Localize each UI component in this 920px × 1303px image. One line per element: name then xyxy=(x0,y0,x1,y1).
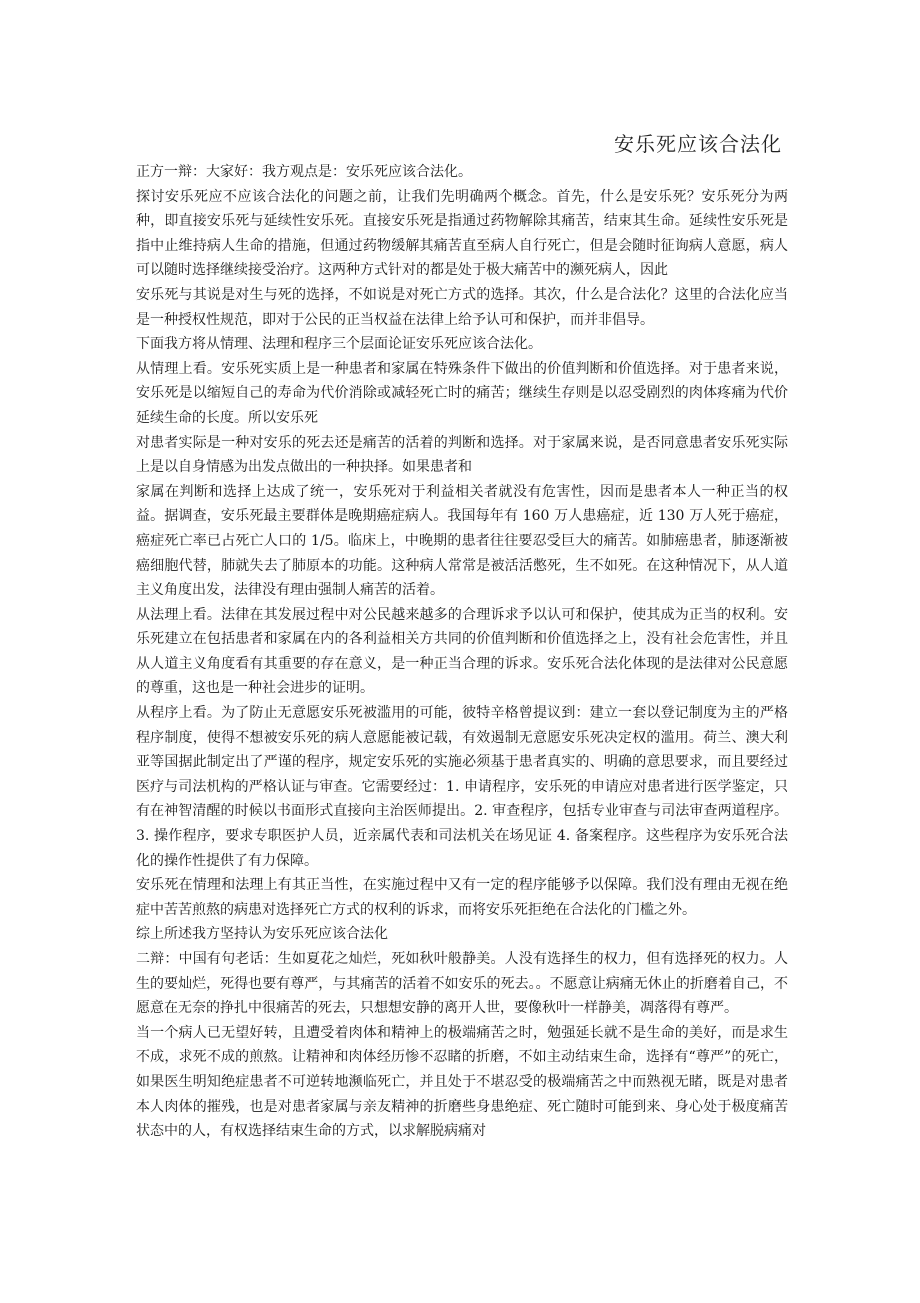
paragraph: 安乐死在情理和法理上有其正当性，在实施过程中又有一定的程序能够予以保障。我们没有理由无视在绝症中苦苦煎熬的病患对选择死亡方式的权利的诉求，而将安乐死拒绝在合法化的门槛之外。 xyxy=(136,877,788,918)
paragraph: 安乐死与其说是对生与死的选择，不如说是对死亡方式的选择。其次，什么是合法化？这里的合法化应当是一种授权性规范，即对于公民的正当权益在法律上给予认可和保护，而并非倡导。 xyxy=(136,286,788,328)
paragraph: 家属在判断和选择上达成了统一，安乐死对于利益相关者就没有危害性，因而是患者本人一种正当的权益。据调查，安乐死最主要群体是晚期癌症病人。我国每年有 160 万人患癌症，近 130 万人死于癌症，癌症死亡率已占死亡人口的 1/5。临床上，中晚期的患者往往要忍受巨大的痛苦。如肺癌患者，肺逐渐被癌细胞代替，肺就失去了肺原本的功能。这种病人常常是被活活憋死，生不如死。在这种情况下，从人道主义角度出发，法律没有理由强制人痛苦的活着。 xyxy=(136,483,788,599)
paragraph: 综上所述我方坚持认为安乐死应该合法化 xyxy=(136,926,388,943)
paragraph: 从法理上看。法律在其发展过程中对公民越来越多的合理诉求予以认可和保护，使其成为正当的权利。安乐死建立在包括患者和家属在内的各利益相关方共同的价值判断和价值选择之上，没有社会危害性，并且从人道主义角度看有其重要的存在意义，是一种正当合理的诉求。安乐死合法化体现的是法律对公民意愿的尊重，这也是一种社会进步的证明。 xyxy=(136,606,788,697)
paragraph: 二辩：中国有句老话：生如夏花之灿烂，死如秋叶般静美。人没有选择生的权力，但有选择死的权力。人生的要灿烂，死得也要有尊严，与其痛苦的活着不如安乐的死去。。不愿意让病痛无休止的折磨着自己，不愿意在无奈的挣扎中很痛苦的死去，只想想安静的离开人世，要像秋叶一样静美，凋落得有尊严。 xyxy=(136,951,788,1017)
paragraph: 从程序上看。为了防止无意愿安乐死被滥用的可能，彼特辛格曾提议到：建立一套以登记制度为主的严格程序制度，使得不想被安乐死的病人意愿能被记载，有效遏制无意愿安乐死决定权的滥用。荷兰、澳大利亚等国据此制定出了严谨的程序，规定安乐死的实施必须基于患者真实的、明确的意思要求，而且要经过医疗与司法机构的严格认证与审查。它需要经过：1. 申请程序，安乐死的申请应对患者进行医学鉴定，只有在神智清醒的时候以书面形式直接向主治医师提出。2. 审查程序，包括专业审查与司法审查两道程序。3. 操作程序，要求专职医护人员，近亲属代表和司法机关在场见证 4. 备案程序。这些程序为安乐死合法化的操作性提供了有力保障。 xyxy=(136,705,788,869)
document-body xyxy=(136,160,788,1144)
paragraph: 正方一辩：大家好：我方观点是：安乐死应该合法化。 xyxy=(136,164,472,180)
paragraph: 当一个病人已无望好转，且遭受着肉体和精神上的极端痛苦之时，勉强延长就不是生命的美好，而是求生不成，求死不成的煎熬。让精神和肉体经历惨不忍睹的折磨，不如主动结束生命，选择有“尊严”的死亡，如果医生明知绝症患者不可逆转地濒临死亡，并且处于不堪忍受的极端痛苦之中而熟视无睹，既是对患者本人肉体的摧残，也是对患者家属与亲友精神的折磨些身患绝症、死亡随时可能到来、身心处于极度痛苦状态中的人，有权选择结束生命的方式，以求解脱病痛对 xyxy=(136,1024,788,1140)
paragraph: 从情理上看。安乐死实质上是一种患者和家属在特殊条件下做出的价值判断和价值选择。对于患者来说，安乐死是以缩短自己的寿命为代价消除或减轻死亡时的痛苦；继续生存则是以忍受剧烈的肉体疼痛为代价延续生命的长度。所以安乐死 xyxy=(136,360,788,426)
paragraph: 对患者实际是一种对安乐的死去还是痛苦的活着的判断和选择。对于家属来说，是否同意患者安乐死实际上是以自身情感为出发点做出的一种抉择。如果患者和 xyxy=(136,434,788,476)
document-title: 安乐死应该合法化 xyxy=(614,132,782,156)
paragraph: 下面我方将从情理、法理和程序三个层面论证安乐死应该合法化。 xyxy=(136,336,542,353)
paragraph: 探讨安乐死应不应该合法化的问题之前，让我们先明确两个概念。首先，什么是安乐死？安乐死分为两种，即直接安乐死与延续性安乐死。直接安乐死是指通过药物解除其痛苦，结束其生命。延续性安乐死是指中止维持病人生命的措施，但通过药物缓解其痛苦直至病人自行死亡，但是会随时征询病人意愿，病人可以随时选择继续接受治疗。这两种方式针对的都是处于极大痛苦中的濒死病人，因此 xyxy=(136,188,788,279)
